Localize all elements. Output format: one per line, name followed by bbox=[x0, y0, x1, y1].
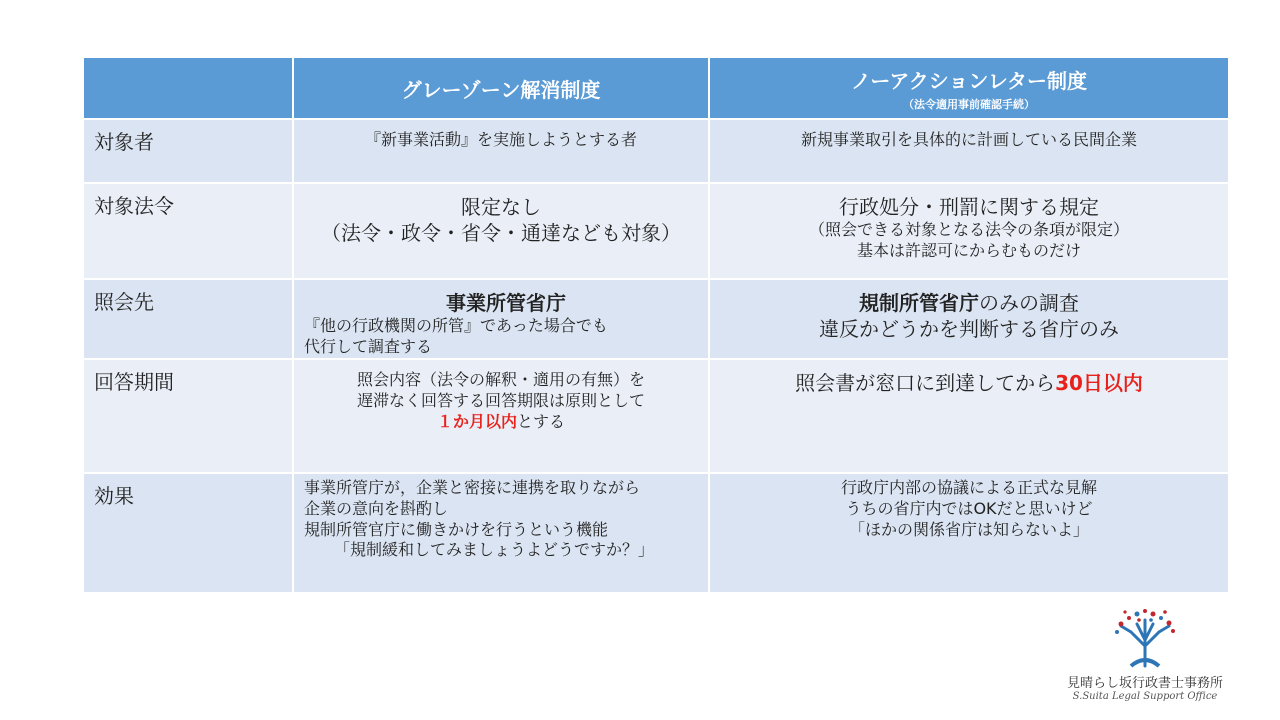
cell-text: 事業所管省庁 bbox=[446, 291, 566, 315]
cell-grayzone bbox=[294, 360, 708, 472]
office-name-jp: 見晴らし坂行政書士事務所 bbox=[1066, 676, 1223, 691]
row-label: 回答期間 bbox=[84, 360, 292, 472]
cell-text: 行政処分・刑罰に関する規定 bbox=[839, 195, 1099, 219]
cell-text-rest: のみの調査 bbox=[979, 291, 1079, 315]
cell-noaction bbox=[710, 120, 1228, 182]
tree-logo-icon bbox=[1109, 606, 1181, 668]
table-row bbox=[84, 120, 1228, 182]
cell-text: 新規事業取引を具体的に計画している民間企業 bbox=[800, 130, 1137, 149]
row-label: 対象者 bbox=[84, 120, 292, 182]
cell-text: 遅滞なく回答する回答期限は原則として bbox=[356, 390, 645, 410]
header-noaction bbox=[710, 58, 1228, 118]
table-row bbox=[84, 360, 1228, 472]
header-noaction-subtitle: （法令適用事前確認手続） bbox=[903, 97, 1035, 111]
cell-grayzone bbox=[294, 120, 708, 182]
header-grayzone-title: グレーゾーン解消制度 bbox=[401, 77, 601, 102]
deadline-highlight: １か月以内 bbox=[436, 411, 517, 431]
cell-text: うちの省庁内ではOKだと思いけど bbox=[845, 498, 1093, 518]
cell-text: 行政庁内部の協議による正式な見解 bbox=[840, 478, 1097, 497]
header-noaction-title: ノーアクションレター制度 bbox=[850, 68, 1088, 93]
table-row bbox=[84, 474, 1228, 592]
cell-text: 違反かどうかを判断する省庁のみ bbox=[819, 317, 1119, 341]
cell-text bbox=[710, 370, 1228, 396]
cell-text-bold: 規制所管省庁 bbox=[859, 291, 979, 315]
header-grayzone bbox=[294, 58, 708, 118]
deadline-highlight: 30日以内 bbox=[1055, 371, 1143, 395]
cell-text: 事業所管庁が，企業と密接に連携を取りながら bbox=[304, 478, 641, 497]
comparison-table bbox=[82, 56, 1230, 594]
cell-noaction bbox=[710, 184, 1228, 278]
cell-text: 基本は許認可にからむものだけ bbox=[856, 240, 1081, 260]
table-row bbox=[84, 280, 1228, 358]
cell-text: 「ほかの関係省庁は知らないよ」 bbox=[848, 519, 1089, 539]
cell-text bbox=[710, 290, 1228, 316]
cell-text bbox=[294, 412, 708, 433]
cell-text: 代行して調査する bbox=[304, 336, 433, 356]
row-label: 効果 bbox=[84, 474, 292, 592]
cell-text: 規制所管官庁に働きかけを行うという機能 bbox=[304, 519, 609, 539]
row-label: 対象法令 bbox=[84, 184, 292, 278]
office-name-en: S.Suita Legal Support Office bbox=[1072, 691, 1218, 702]
cell-text: 照会内容（法令の解釈・適用の有無）を bbox=[356, 370, 645, 389]
cell-text: 『新事業活動』を実施しようとする者 bbox=[364, 130, 637, 149]
cell-text: 限定なし bbox=[461, 195, 541, 219]
cell-grayzone bbox=[294, 184, 708, 278]
cell-text: 『他の行政機関の所管』であった場合でも bbox=[304, 316, 608, 335]
cell-grayzone bbox=[294, 474, 708, 592]
cell-noaction bbox=[710, 360, 1228, 472]
cell-noaction bbox=[710, 280, 1228, 358]
table-row bbox=[84, 184, 1228, 278]
cell-noaction bbox=[710, 474, 1228, 592]
header-empty-cell bbox=[84, 58, 292, 118]
cell-grayzone bbox=[294, 280, 708, 358]
header-row bbox=[84, 58, 1228, 118]
cell-text: 「規制緩和してみましょうよどうですか？」 bbox=[334, 540, 655, 560]
cell-text: 企業の意向を斟酌し bbox=[304, 498, 449, 518]
cell-text-tail: とする bbox=[517, 411, 566, 431]
cell-text: （照会できる対象となる法令の条項が限定） bbox=[808, 220, 1129, 239]
row-label: 照会先 bbox=[84, 280, 292, 358]
cell-text: （法令・政令・省令・通達なども対象） bbox=[321, 221, 681, 245]
cell-text-main: 照会書が窓口に到達してから bbox=[795, 371, 1056, 395]
office-logo bbox=[1060, 606, 1230, 716]
